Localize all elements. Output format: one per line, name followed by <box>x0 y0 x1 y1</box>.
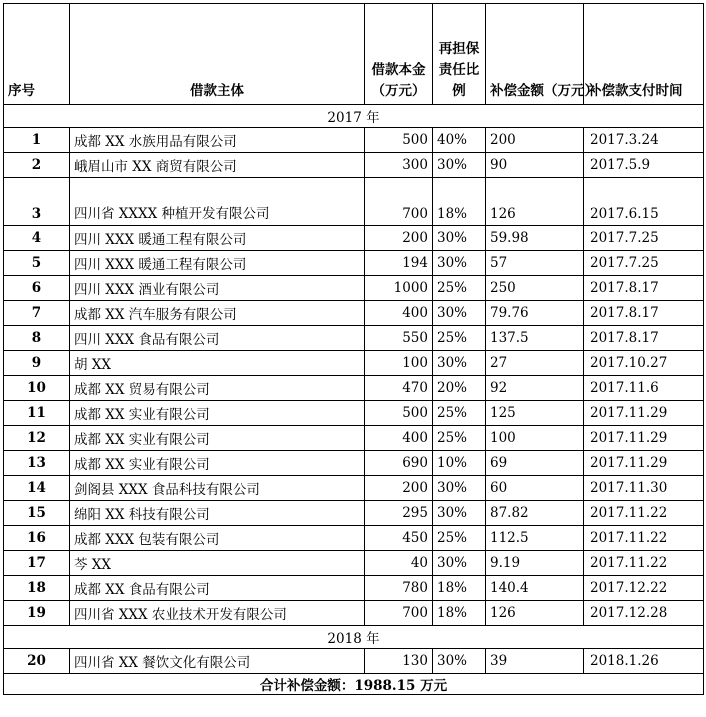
table-row <box>4 153 704 178</box>
cell-ratio: 40% <box>433 128 486 153</box>
cell-principal: 690 <box>365 451 433 476</box>
header-ratio: 再担保责任比例 <box>433 4 486 105</box>
cell-borrower: 成都 XX 食品有限公司 <box>70 576 365 601</box>
cell-comp-amount: 59.98 <box>486 226 584 251</box>
table-row <box>4 376 704 401</box>
table-row <box>4 128 704 153</box>
total-row <box>4 674 704 695</box>
cell-ratio: 30% <box>433 226 486 251</box>
header-pay-time: 补偿款支付时间 <box>584 4 704 105</box>
cell-comp-amount: 9.19 <box>486 551 584 576</box>
cell-seq: 12 <box>4 426 70 451</box>
cell-borrower: 成都 XX 贸易有限公司 <box>70 376 365 401</box>
cell-ratio: 18% <box>433 601 486 626</box>
cell-seq: 15 <box>4 501 70 526</box>
table-row <box>4 649 704 674</box>
cell-comp-amount: 126 <box>486 601 584 626</box>
cell-comp-amount: 137.5 <box>486 326 584 351</box>
table-row <box>4 551 704 576</box>
table-row <box>4 501 704 526</box>
cell-principal: 470 <box>365 376 433 401</box>
cell-principal: 500 <box>365 401 433 426</box>
cell-ratio: 25% <box>433 401 486 426</box>
cell-pay-time: 2017.11.29 <box>584 451 704 476</box>
cell-seq: 17 <box>4 551 70 576</box>
cell-ratio: 18% <box>433 178 486 226</box>
cell-principal: 130 <box>365 649 433 674</box>
cell-comp-amount: 92 <box>486 376 584 401</box>
cell-ratio: 30% <box>433 153 486 178</box>
table-row <box>4 426 704 451</box>
cell-pay-time: 2018.1.26 <box>584 649 704 674</box>
cell-pay-time: 2017.11.29 <box>584 426 704 451</box>
cell-principal: 700 <box>365 178 433 226</box>
cell-borrower: 胡 XX <box>70 351 365 376</box>
table-row <box>4 251 704 276</box>
cell-pay-time: 2017.11.30 <box>584 476 704 501</box>
table-row <box>4 326 704 351</box>
cell-seq: 14 <box>4 476 70 501</box>
header-comp-amount: 补偿金额（万元） <box>486 4 584 105</box>
cell-pay-time: 2017.6.15 <box>584 178 704 226</box>
table-row <box>4 178 704 226</box>
cell-comp-amount: 87.82 <box>486 501 584 526</box>
cell-seq: 5 <box>4 251 70 276</box>
cell-borrower: 成都 XX 汽车服务有限公司 <box>70 301 365 326</box>
cell-borrower: 成都 XXX 包装有限公司 <box>70 526 365 551</box>
cell-borrower: 成都 XX 实业有限公司 <box>70 451 365 476</box>
year-label: 2018 年 <box>4 626 704 649</box>
cell-seq: 19 <box>4 601 70 626</box>
year-row <box>4 105 704 128</box>
cell-comp-amount: 112.5 <box>486 526 584 551</box>
cell-ratio: 25% <box>433 276 486 301</box>
table-row <box>4 351 704 376</box>
cell-pay-time: 2017.12.28 <box>584 601 704 626</box>
cell-ratio: 30% <box>433 351 486 376</box>
cell-ratio: 30% <box>433 476 486 501</box>
cell-principal: 1000 <box>365 276 433 301</box>
cell-pay-time: 2017.11.22 <box>584 501 704 526</box>
cell-pay-time: 2017.8.17 <box>584 301 704 326</box>
cell-pay-time: 2017.11.22 <box>584 526 704 551</box>
cell-principal: 400 <box>365 301 433 326</box>
cell-principal: 780 <box>365 576 433 601</box>
cell-principal: 550 <box>365 326 433 351</box>
cell-ratio: 25% <box>433 426 486 451</box>
cell-seq: 11 <box>4 401 70 426</box>
cell-ratio: 30% <box>433 251 486 276</box>
cell-ratio: 20% <box>433 376 486 401</box>
cell-pay-time: 2017.7.25 <box>584 226 704 251</box>
header-principal: 借款本金（万元） <box>365 4 433 105</box>
cell-comp-amount: 140.4 <box>486 576 584 601</box>
header-seq: 序号 <box>4 4 70 105</box>
cell-ratio: 30% <box>433 649 486 674</box>
cell-seq: 1 <box>4 128 70 153</box>
table-row <box>4 526 704 551</box>
table-body <box>4 105 704 674</box>
cell-seq: 3 <box>4 178 70 226</box>
cell-borrower: 成都 XX 实业有限公司 <box>70 401 365 426</box>
cell-seq: 20 <box>4 649 70 674</box>
cell-seq: 6 <box>4 276 70 301</box>
cell-borrower: 四川省 XXX 农业技术开发有限公司 <box>70 601 365 626</box>
header-borrower: 借款主体 <box>70 4 365 105</box>
cell-comp-amount: 250 <box>486 276 584 301</box>
cell-pay-time: 2017.11.6 <box>584 376 704 401</box>
cell-pay-time: 2017.8.17 <box>584 326 704 351</box>
cell-seq: 8 <box>4 326 70 351</box>
cell-ratio: 30% <box>433 501 486 526</box>
cell-comp-amount: 60 <box>486 476 584 501</box>
cell-principal: 700 <box>365 601 433 626</box>
cell-borrower: 成都 XX 水族用品有限公司 <box>70 128 365 153</box>
cell-principal: 40 <box>365 551 433 576</box>
cell-seq: 9 <box>4 351 70 376</box>
table-row <box>4 476 704 501</box>
cell-seq: 13 <box>4 451 70 476</box>
cell-pay-time: 2017.8.17 <box>584 276 704 301</box>
cell-principal: 295 <box>365 501 433 526</box>
cell-pay-time: 2017.11.22 <box>584 551 704 576</box>
cell-borrower: 四川 XXX 暖通工程有限公司 <box>70 226 365 251</box>
cell-pay-time: 2017.12.22 <box>584 576 704 601</box>
cell-borrower: 芩 XX <box>70 551 365 576</box>
cell-principal: 100 <box>365 351 433 376</box>
header-row <box>4 4 704 105</box>
compensation-table <box>3 3 704 695</box>
cell-pay-time: 2017.10.27 <box>584 351 704 376</box>
cell-comp-amount: 39 <box>486 649 584 674</box>
cell-ratio: 10% <box>433 451 486 476</box>
cell-seq: 7 <box>4 301 70 326</box>
cell-borrower: 四川 XXX 食品有限公司 <box>70 326 365 351</box>
cell-borrower: 四川省 XX 餐饮文化有限公司 <box>70 649 365 674</box>
cell-seq: 4 <box>4 226 70 251</box>
cell-principal: 500 <box>365 128 433 153</box>
cell-comp-amount: 69 <box>486 451 584 476</box>
cell-borrower: 四川 XXX 暖通工程有限公司 <box>70 251 365 276</box>
cell-principal: 300 <box>365 153 433 178</box>
table-row <box>4 276 704 301</box>
cell-principal: 194 <box>365 251 433 276</box>
cell-comp-amount: 126 <box>486 178 584 226</box>
cell-comp-amount: 125 <box>486 401 584 426</box>
table-row <box>4 576 704 601</box>
cell-pay-time: 2017.11.29 <box>584 401 704 426</box>
cell-comp-amount: 200 <box>486 128 584 153</box>
table-row <box>4 601 704 626</box>
cell-ratio: 25% <box>433 526 486 551</box>
cell-ratio: 30% <box>433 301 486 326</box>
table-row <box>4 401 704 426</box>
cell-ratio: 25% <box>433 326 486 351</box>
year-row <box>4 626 704 649</box>
cell-pay-time: 2017.3.24 <box>584 128 704 153</box>
cell-ratio: 18% <box>433 576 486 601</box>
cell-principal: 450 <box>365 526 433 551</box>
table-row <box>4 301 704 326</box>
cell-borrower: 成都 XX 实业有限公司 <box>70 426 365 451</box>
cell-comp-amount: 27 <box>486 351 584 376</box>
cell-pay-time: 2017.5.9 <box>584 153 704 178</box>
cell-comp-amount: 79.76 <box>486 301 584 326</box>
cell-seq: 16 <box>4 526 70 551</box>
cell-borrower: 绵阳 XX 科技有限公司 <box>70 501 365 526</box>
cell-comp-amount: 90 <box>486 153 584 178</box>
table-row <box>4 226 704 251</box>
cell-comp-amount: 57 <box>486 251 584 276</box>
cell-seq: 10 <box>4 376 70 401</box>
cell-borrower: 四川省 XXXX 种植开发有限公司 <box>70 178 365 226</box>
cell-ratio: 30% <box>433 551 486 576</box>
cell-borrower: 四川 XXX 酒业有限公司 <box>70 276 365 301</box>
cell-principal: 400 <box>365 426 433 451</box>
cell-pay-time: 2017.7.25 <box>584 251 704 276</box>
cell-seq: 2 <box>4 153 70 178</box>
year-label: 2017 年 <box>4 105 704 128</box>
cell-principal: 200 <box>365 226 433 251</box>
cell-borrower: 峨眉山市 XX 商贸有限公司 <box>70 153 365 178</box>
cell-comp-amount: 100 <box>486 426 584 451</box>
cell-seq: 18 <box>4 576 70 601</box>
cell-borrower: 剑阁县 XXX 食品科技有限公司 <box>70 476 365 501</box>
table-row <box>4 451 704 476</box>
total-label: 合计补偿金额：1988.15 万元 <box>4 674 704 695</box>
cell-principal: 200 <box>365 476 433 501</box>
